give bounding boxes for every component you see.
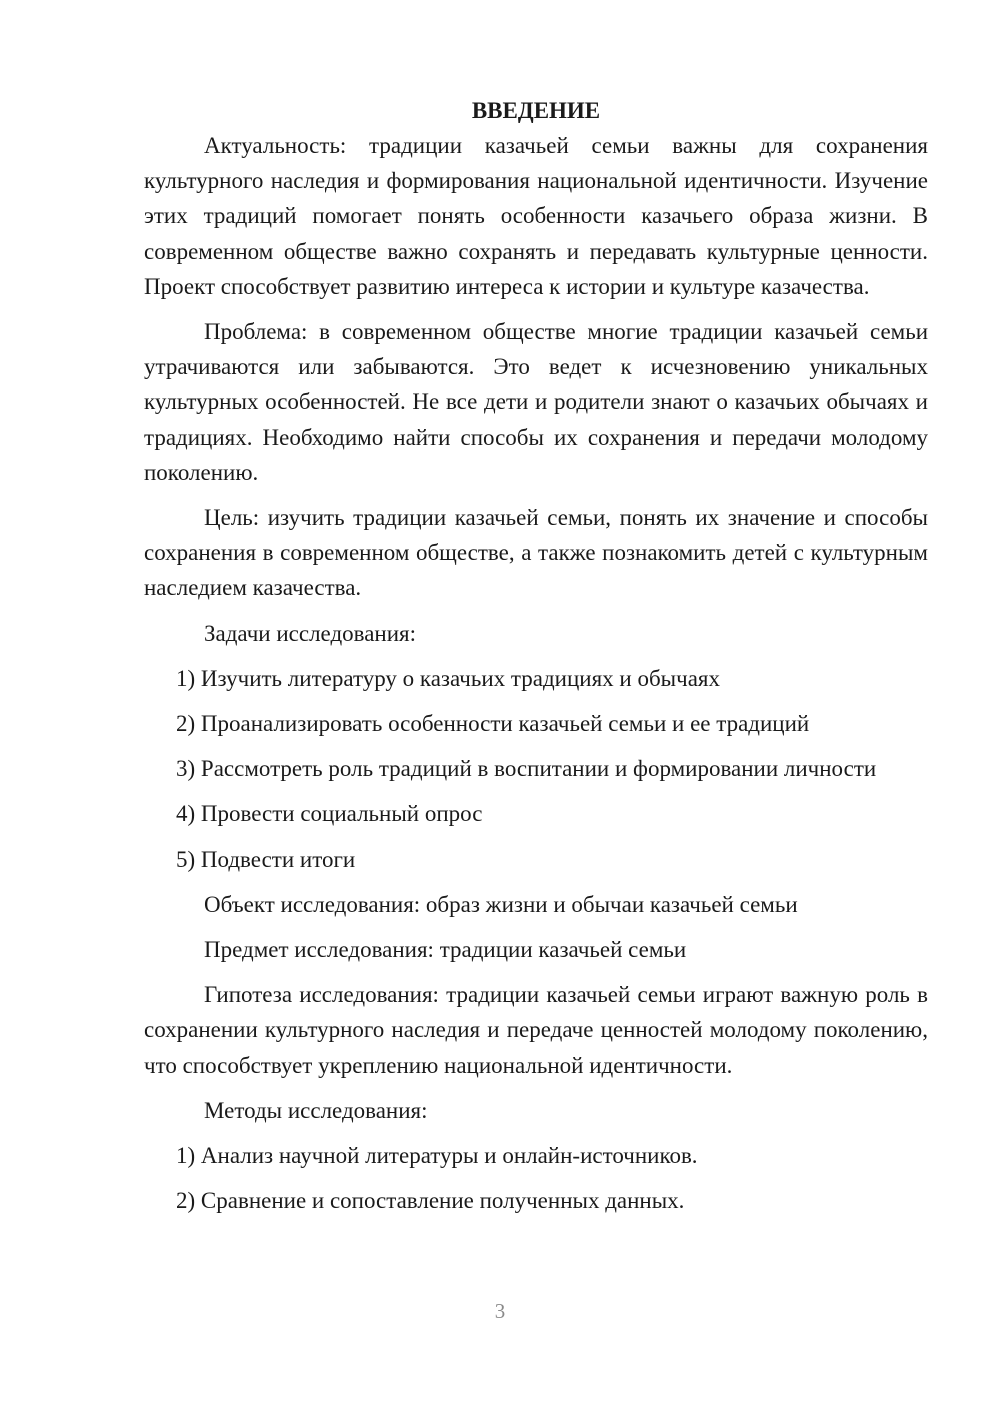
goal-paragraph: Цель: изучить традиции казачьей семьи, понять их значение и способы сохранения в современном обществе, а также познакомить детей с культурным наследием казачества. (144, 505, 928, 601)
task-item-5: 5) Подвести итоги (176, 846, 356, 872)
task-item-1: 1) Изучить литературу о казачьих традициях и обычаях (176, 665, 720, 691)
task-item-4: 4) Провести социальный опрос (176, 801, 483, 827)
relevance-paragraph: Актуальность: традиции казачьей семьи важны для сохранения культурного наследия и формирования национальной идентичности. Изучение этих традиций помогает понять особенности казачьего образа жизни. В современном обществе важно сохранять и передавать культурные ценности. Проект способствует развитию интереса к истории и культуре казачества. (144, 133, 928, 299)
problem-paragraph: Проблема: в современном обществе многие традиции казачьей семьи утрачиваются или забываются. Это ведет к исчезновению уникальных культурных особенностей. Не все дети и родители знают о казачьих обычаях и традициях. Необходимо найти способы их сохранения и передачи молодому поколению. (144, 319, 928, 485)
hypothesis-paragraph: Гипотеза исследования: традиции казачьей семьи играют важную роль в сохранении культурного наследия и передаче ценностей молодому поколению, что способствует укреплению национальной идентичности. (144, 982, 928, 1078)
task-item-3: 3) Рассмотреть роль традиций в воспитании и формировании личности (176, 756, 877, 782)
research-subject: Предмет исследования: традиции казачьей семьи (204, 937, 687, 963)
task-item-2: 2) Проанализировать особенности казачьей семьи и ее традиций (176, 711, 810, 737)
methods-heading: Методы исследования: (204, 1097, 428, 1123)
method-item-2: 2) Сравнение и сопоставление полученных данных. (176, 1188, 685, 1214)
page-number: 3 (494, 1299, 506, 1323)
method-item-1: 1) Анализ научной литературы и онлайн-источников. (176, 1143, 698, 1169)
tasks-heading: Задачи исследования: (204, 620, 417, 646)
document-page (144, 96, 928, 1228)
page-title: ВВЕДЕНИЕ (471, 98, 601, 123)
research-object: Объект исследования: образ жизни и обычаи казачьей семьи (204, 891, 798, 917)
